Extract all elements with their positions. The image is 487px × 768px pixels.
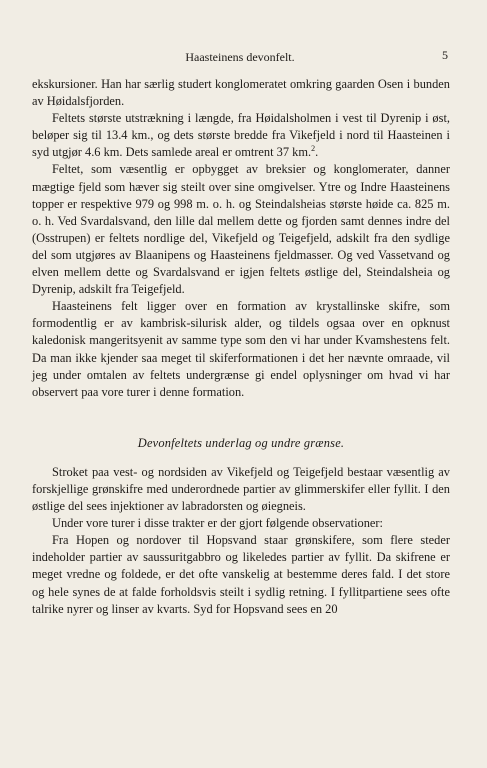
paragraph: Feltets største utstrækning i længde, fra Høidalsholmen i vest til Dyrenip i øst, beløper sig til 13.4 km., og dets største bredde fra Vikefjeld i nord til Haasteinen i syd utgjør 4.6 km. Dets samlede areal er omtrent 37 km.$^2$. bbox=[32, 111, 450, 160]
superscript: 2 bbox=[311, 144, 316, 154]
section-heading: Devonfeltets underlag og undre grænse. bbox=[137, 435, 345, 450]
paragraph: ekskursioner. Han har særlig studert konglomeratet omkring gaarden Osen i bunden av Høidalsfjorden. bbox=[32, 77, 450, 109]
paragraph: Haasteinens felt ligger over en formation av krystallinske skifre, som formodentlig er av kambrisk-silurisk alder, og tildels ogsaa over en opknust kaledonisk mangeritsyenit av samme type som den vi har under Kvamshestens felt. Da man ikke kjender saa meget til skiferformationen i det her nævnte omraade, vil jeg under omtalen av feltets undergrænse gi endel oplysninger om hvad vi har observert paa vore turer i denne formation. bbox=[32, 299, 450, 399]
page-header bbox=[32, 50, 448, 68]
body-text bbox=[32, 76, 450, 618]
paragraph: Stroket paa vest- og nordsiden av Vikefjeld og Teigefjeld bestaar væsentlig av forskjellige grønskifre med underordnede partier av glimmerskifer eller fyllit. I den østlige del sees injektioner av labradorsten og øiegneis. bbox=[32, 464, 450, 514]
paragraph: Feltet, som væsentlig er opbygget av breksier og konglomerater, danner mægtige fjeld som hæver sig steilt over sine omgivelser. Ytre og Indre Haasteinens topper er respektive 979 og 998 m. o. h. og Steindalsheias største høide ca. 825 m. o. h. Ved Svardalsvand, den lille dal mellem dette og fjorden samt dennes indre del (Osstrupen) er feltets nordlige del, Vikefjeld og Teigefjeld, adskilt fra den sydlige del som utgjøres av Blaanipens og Haasteinens fjeldmasser. Og ved Vassetvand og elven mellem dette og Svardalsvand er igjen feltets østlige del, Steindalsheia og Dyrenip, adskilt fra Teigefjeld. bbox=[32, 162, 450, 297]
paragraph: Fra Hopen og nordover til Hopsvand staar grønskifere, som flere steder indeholder partier av saussuritgabbro og likeledes partier av fyllit. Da skifrene er meget vredne og foldede, er det ofte vanskelig at bestemme deres fald. I det store og hele synes de at falde forholdsvis steilt i sydlig retning. I fyllitpartiene sees ofte talrike nyrer og linser av kvarts. Syd for Hopsvand sees en 20 bbox=[32, 533, 450, 616]
running-title: Haasteinens devonfelt. bbox=[185, 50, 295, 64]
paragraph: Under vore turer i disse trakter er der gjort følgende observationer: bbox=[52, 516, 383, 531]
page-number: 5 bbox=[442, 48, 448, 62]
